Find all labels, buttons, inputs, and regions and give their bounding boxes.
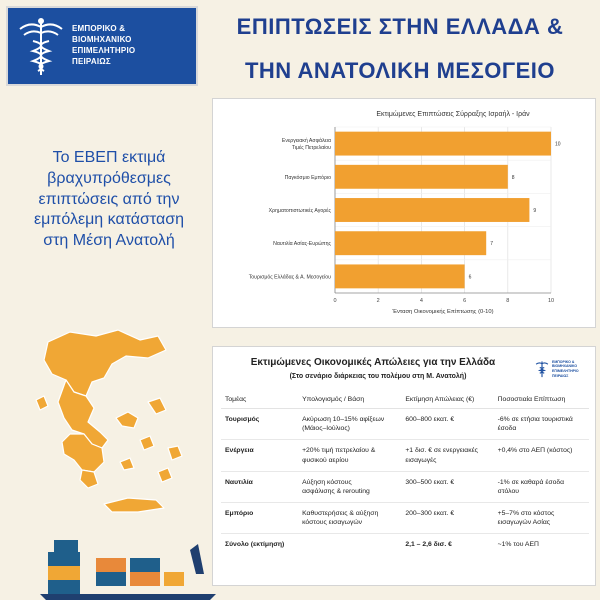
x-tick-label: 4: [419, 298, 423, 304]
sector-cell: Εμπόριο: [221, 503, 298, 534]
y-tick-label: Χρηματοπιστωτικές Αγορές: [268, 208, 331, 214]
logo-text: [72, 24, 135, 67]
logo-line: ΕΜΠΟΡΙΚΟ &: [552, 359, 575, 364]
impact-bar-chart: [212, 98, 596, 328]
table-row: [221, 471, 589, 502]
logo-line: ΠΕΙΡΑΙΩΣ: [72, 56, 111, 66]
intro-line: εμπόλεμη κατάσταση: [33, 211, 185, 229]
loss-cell: 2,1 – 2,6 δισ. €: [405, 541, 452, 549]
loss-cell: 200–300 εκατ. €: [401, 503, 493, 534]
table-logo-text: [552, 360, 579, 378]
table-row: [221, 409, 589, 440]
chart-svg: [213, 99, 597, 329]
total-row: [221, 534, 589, 556]
logo-line: ΕΠΙΜΕΛΗΤΗΡΙΟ: [552, 369, 579, 373]
pct-cell: +0,4% στο ΑΕΠ (κόστος): [494, 440, 589, 471]
y-tick-label: Ενεργειακή Ασφάλεια: [281, 138, 331, 145]
column-header: Ποσοστιαία Επίπτωση: [494, 391, 589, 409]
intro-line: Το ΕΒΕΠ εκτιμά: [52, 149, 166, 166]
bar-value-label: 6: [468, 274, 472, 281]
bar-value-label: 9: [533, 208, 537, 214]
intro-line: βραχυπρόθεσμες: [47, 169, 171, 187]
losses-table-card: [212, 346, 596, 586]
x-axis-label: Ένταση Οικονομικής Επίπτωσης (0-10): [392, 309, 494, 315]
bar: [335, 165, 508, 189]
logo-line: ΒΙΟΜΗΧΑΝΙΚΟ: [72, 35, 132, 45]
sector-cell: Ναυτιλία: [221, 471, 298, 502]
bar: [335, 264, 465, 288]
headline-line-1: ΕΠΙΠΤΩΣΕΙΣ ΣΤΗΝ ΕΛΛΑΔΑ &: [236, 14, 564, 39]
y-tick-label: Ναυτιλία Ασίας-Ευρώπης: [273, 241, 331, 248]
pct-cell: -6% σε ετήσια τουριστικά έσοδα: [494, 409, 589, 440]
sector-cell: Ενέργεια: [221, 440, 298, 471]
loss-cell: 600–800 εκατ. €: [401, 409, 493, 440]
sector-cell: Σύνολο (εκτίμηση): [225, 541, 285, 549]
intro-line: στη Μέση Ανατολή: [43, 232, 175, 250]
pct-cell: +5–7% στο κόστος εισαγωγών Ασίας: [494, 503, 589, 534]
x-tick-label: 6: [463, 298, 467, 304]
table-subtitle: (Στο σενάριο διάρκειας του πολέμου στη Μ. Ανατολή): [289, 373, 467, 380]
basis-cell: Αύξηση κόστους ασφάλισης & rerouting: [298, 471, 401, 502]
y-tick-label: Παγκόσμιο Εμπόριο: [284, 174, 331, 181]
pct-cell: ~1% του ΑΕΠ: [497, 541, 539, 549]
column-header: Τομέας: [221, 391, 298, 409]
loss-cell: +1 δισ. € σε ενεργειακές εισαγωγές: [401, 440, 493, 471]
bar-value-label: 7: [490, 241, 493, 248]
pct-cell: -1% σε καθαρά έσοδα στόλου: [494, 471, 589, 502]
basis-cell: Ακύρωση 10–15% αφίξεων (Μάιος–Ιούλιος): [298, 409, 401, 440]
loss-cell: 300–500 εκατ. €: [401, 471, 493, 502]
basis-cell: +20% τιμή πετρελαίου & φυσικού αερίου: [298, 440, 401, 471]
y-tick-label: Τιμές Πετρελαίου: [291, 145, 331, 152]
bar-value-label: 8: [511, 174, 515, 181]
logo-line: ΠΕΙΡΑΙΩΣ: [552, 373, 569, 378]
x-tick-label: 10: [547, 298, 555, 304]
table-body: [221, 409, 589, 556]
bar: [335, 231, 486, 255]
caduceus-emblem-icon: [535, 358, 549, 380]
logo-line: ΕΠΙΜΕΛΗΤΗΡΙΟ: [72, 46, 136, 55]
basis-cell: [298, 534, 401, 556]
table-row: [221, 440, 589, 471]
bar-value-label: 10: [555, 141, 561, 148]
caduceus-emblem-icon: [16, 15, 66, 77]
intro-line: επιπτώσεις από την: [38, 190, 180, 208]
logo-line: ΕΜΠΟΡΙΚΟ &: [72, 24, 126, 34]
column-header: Εκτίμηση Απώλειας (€): [401, 391, 493, 409]
bar: [335, 132, 551, 156]
chamber-logo: [6, 6, 198, 86]
intro-text: [14, 148, 204, 252]
y-tick-label: Τουρισμός Ελλάδας & Α. Μεσογείου: [248, 274, 331, 281]
logo-line: ΒΙΟΜΗΧΑΝΙΚΟ: [552, 364, 578, 369]
x-tick-label: 0: [333, 298, 337, 304]
table-header-row: [221, 391, 589, 409]
bar: [335, 198, 529, 222]
x-tick-label: 2: [376, 298, 380, 304]
table-row: [221, 503, 589, 534]
column-header: Υπολογισμός / Βάση: [298, 391, 401, 409]
greece-map-icon: [8, 322, 198, 522]
table-logo: [535, 355, 587, 383]
sector-cell: Τουρισμός: [221, 409, 298, 440]
losses-table: [221, 391, 589, 556]
cargo-containers-icon: [40, 530, 230, 600]
table-title: Εκτιμώμενες Οικονομικές Απώλειες για την Ελλάδα: [250, 357, 496, 368]
basis-cell: Καθυστερήσεις & αύξηση κόστους εισαγωγών: [298, 503, 401, 534]
chart-title: Εκτιμώμενες Επιπτώσεις Σύρραξης Ισραήλ - Ιράν: [376, 111, 530, 118]
headline-line-2: ΤΗΝ ΑΝΑΤΟΛΙΚΗ ΜΕΣΟΓΕΙΟ: [244, 58, 556, 83]
x-tick-label: 8: [506, 298, 510, 304]
